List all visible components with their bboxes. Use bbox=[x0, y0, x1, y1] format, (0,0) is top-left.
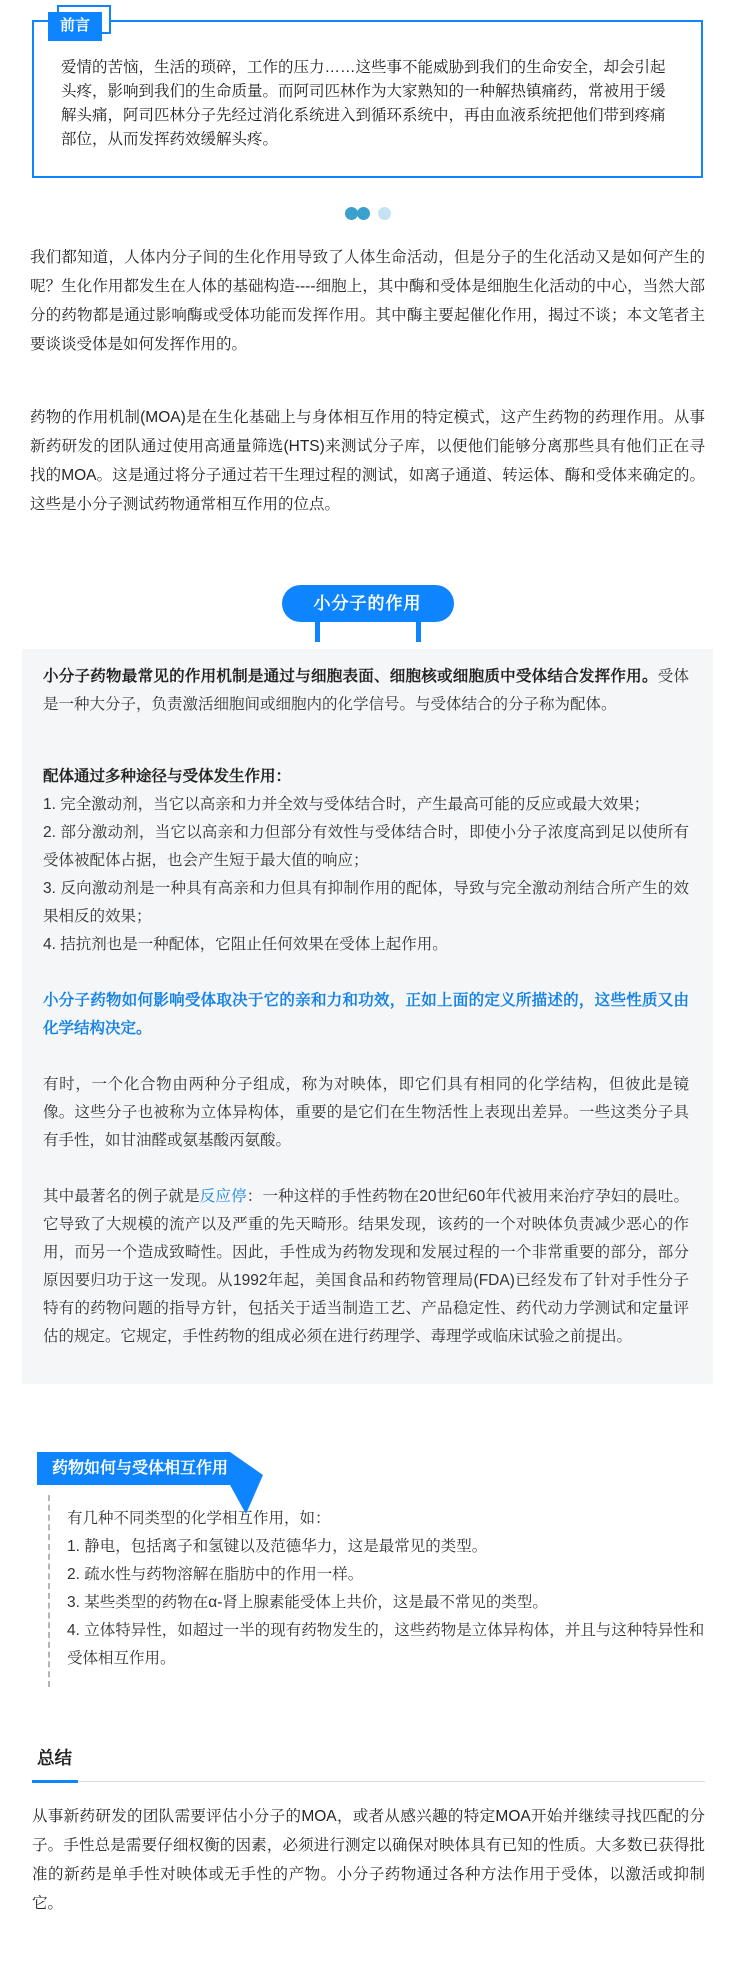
dot-icon bbox=[357, 207, 370, 220]
summary-heading: 总结 bbox=[37, 1748, 72, 1768]
preface-body: 爱情的苦恼，生活的琐碎，工作的压力……这些事不能威胁到我们的生命安全，却会引起头疼，影响到我们的生命质量。而阿司匹林作为大家熟知的一种解热镇痛药，常被用于缓解头痛，阿司匹林分子先经过消化系统进入到循环系统中，再由血液系统把他们带到疼痛部位，从而发挥药效缓解头疼。 bbox=[61, 59, 666, 148]
ligand-list-heading: 配体通过多种途径与受体发生作用： bbox=[43, 768, 292, 785]
dot-icon bbox=[378, 207, 391, 220]
section-header-drug-receptor bbox=[37, 1452, 287, 1485]
summary-section bbox=[32, 1745, 705, 1918]
section-pill: 小分子的作用 bbox=[282, 585, 454, 622]
dots-divider bbox=[0, 205, 735, 219]
list-item: 1. 静电，包括离子和氢键以及范德华力，这是最常见的类型。 bbox=[67, 1538, 488, 1555]
card-lead-rest: 受体是一种大分子，负责激活细胞间或细胞内的化学信号。与受体结合的分子称为配体。 bbox=[43, 668, 689, 713]
thalidomide-suffix: ：一种这样的手性药物在20世纪60年代被用来治疗孕妇的晨吐。它导致了大规模的流产以及严重的先天畸形。结果发现，该药的一个对映体负责减少恶心的作用，而另一个造成致畸性。因此，手性成为药物发现和发展过程的一个非常重要的部分，部分原因要归功于这一发现。从1992年起，美国食品和药物管理局(FDA)已经发布了针对手性分子特有的药物问题的指导方针，包括关于适当制造工艺、产品稳定性、药代动力学测试和定量评估的规定。它规定，手性药物的组成必须在进行药理学、毒理学或临床试验之前提出。 bbox=[43, 1188, 689, 1345]
summary-divider bbox=[32, 1780, 705, 1782]
list-item: 2. 疏水性与药物溶解在脂肪中的作用一样。 bbox=[67, 1566, 364, 1583]
pill-connector-legs bbox=[285, 622, 451, 642]
card-lead-paragraph bbox=[43, 663, 689, 719]
thalidomide-prefix: 其中最著名的例子就是 bbox=[43, 1188, 200, 1205]
thalidomide-link[interactable]: 反应停 bbox=[199, 1188, 247, 1205]
thalidomide-paragraph bbox=[43, 1183, 689, 1379]
small-molecule-card bbox=[22, 649, 713, 1384]
list-item: 3. 反向激动剂是一种具有高亲和力但具有抑制作用的配体，导致与完全激动剂结合所产生的效果相反的效果； bbox=[43, 880, 689, 925]
preface-label-text: 前言 bbox=[48, 12, 102, 41]
pill-leg-left bbox=[315, 622, 320, 642]
summary-divider-accent bbox=[32, 1780, 78, 1783]
intro-paragraph-2: 药物的作用机制(MOA)是在生化基础上与身体相互作用的特定模式，这产生药物的药理作用。从事新药研发的团队通过使用高通量筛选(HTS)来测试分子库，以便他们能够分离那些具有他们正在寻找的MOA。这是通过将分子通过若干生理过程的测试，如离子通道、转运体、酶和受体来确定的。这些是小分子测试药物通常相互作用的位点。 bbox=[30, 409, 705, 513]
interaction-list-intro: 有几种不同类型的化学相互作用，如： bbox=[67, 1510, 331, 1527]
enantiomer-paragraph: 有时，一个化合物由两种分子组成，称为对映体，即它们具有相同的化学结构，但彼此是镜像。这些分子也被称为立体异构体，重要的是它们在生物活性上表现出差异。一些这类分子具有手性，如甘油醛或氨基酸丙氨酸。 bbox=[43, 1076, 689, 1149]
intro-paragraph-1: 我们都知道，人体内分子间的生化作用导致了人体生命活动，但是分子的生化活动又是如何产生的呢？生化作用都发生在人体的基础构造----细胞上，其中酶和受体是细胞生化活动的中心，当然大部分的药物都是通过影响酶或受体功能而发挥作用。其中酶主要起催化作用，揭过不谈；本文笔者主要谈谈受体是如何发挥作用的。 bbox=[30, 249, 705, 353]
list-item: 4. 立体特异性，如超过一半的现有药物发生的，这些药物是立体异构体，并且与这种特异性和受体相互作用。 bbox=[67, 1622, 705, 1667]
dot-icon bbox=[345, 207, 358, 220]
section-header-small-molecule bbox=[0, 585, 735, 642]
card-lead-bold: 小分子药物最常见的作用机制是通过与细胞表面、细胞核或细胞质中受体结合发挥作用。 bbox=[43, 668, 658, 685]
preface-label bbox=[48, 12, 102, 41]
list-item: 3. 某些类型的药物在α-肾上腺素能受体上共价，这是最不常见的类型。 bbox=[67, 1594, 548, 1611]
summary-body: 从事新药研发的团队需要评估小分子的MOA，或者从感兴趣的特定MOA开始并继续寻找匹配的分子。手性总是需要仔细权衡的因素，必须进行测定以确保对映体具有已知的性质。大多数已获得批准的新药是单手性对映体或无手性的产物。小分子药物通过各种方法作用于受体，以激活或抑制它。 bbox=[32, 1808, 705, 1912]
ribbon-banner-label: 药物如何与受体相互作用 bbox=[52, 1460, 229, 1477]
pill-leg-right bbox=[416, 622, 421, 642]
list-item: 2. 部分激动剂，当它以高亲和力但部分有效性与受体结合时，即使小分子浓度高到足以使所有受体被配体占据，也会产生短于最大值的响应； bbox=[43, 824, 689, 869]
list-item: 4. 拮抗剂也是一种配体，它阻止任何效果在受体上起作用。 bbox=[43, 936, 448, 953]
list-item: 1. 完全激动剂，当它以高亲和力并全效与受体结合时，产生最高可能的反应或最大效果； bbox=[43, 796, 650, 813]
interaction-list bbox=[48, 1495, 705, 1687]
highlight-paragraph: 小分子药物如何影响受体取决于它的亲和力和功效，正如上面的定义所描述的，这些性质又由化学结构决定。 bbox=[43, 992, 689, 1037]
preface-box bbox=[32, 17, 703, 178]
